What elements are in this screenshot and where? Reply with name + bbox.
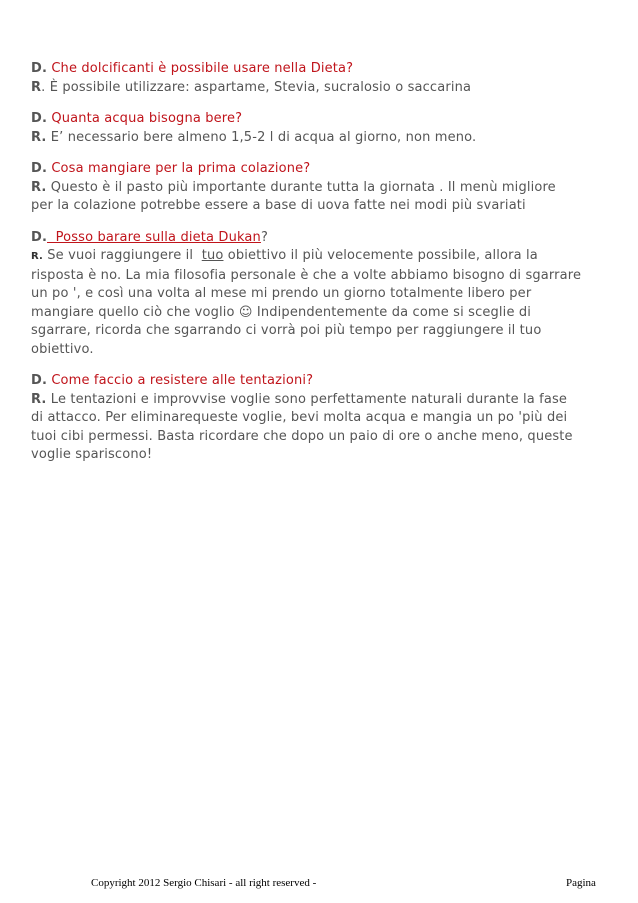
answer-line <box>31 322 611 341</box>
answer-line <box>31 341 611 360</box>
answer <box>31 179 611 198</box>
qa-block-1 <box>31 60 611 97</box>
answer-text: E’ necessario bere almeno 1,5-2 l di acqua al giorno, non meno. <box>46 129 477 145</box>
qa-block-2 <box>31 110 611 147</box>
question-marker: D. <box>31 373 48 388</box>
answer-text: . È possibile utilizzare: aspartame, Stevia, sucralosio o saccarina <box>41 79 472 95</box>
answer-text: per la colazione potrebbe essere a base di uova fatte nei modi più svariati <box>31 198 526 213</box>
question-text: Che dolcificanti è possibile usare nella Dieta? <box>51 61 354 76</box>
question <box>31 160 611 179</box>
answer-text: tuoi cibi permessi. Basta ricordare che dopo un paio di ore o anche meno, queste <box>31 428 573 444</box>
question-text: Posso barare sulla dieta Dukan <box>47 229 261 245</box>
answer <box>31 79 611 98</box>
answer <box>31 129 611 148</box>
question-text: Quanta acqua bisogna bere? <box>51 111 243 126</box>
answer-line <box>31 446 611 465</box>
question-text: Come faccio a resistere alle tentazioni? <box>51 373 314 388</box>
answer-text: voglie spariscono! <box>31 447 153 462</box>
question-marker: D. <box>31 229 48 245</box>
question-marker: D. <box>31 61 48 76</box>
answer-marker: R. <box>31 179 47 195</box>
answer-line <box>31 285 611 304</box>
answer-line <box>31 428 611 447</box>
answer-text: sgarrare, ricorda che sgarrando ci vorrà poi più tempo per raggiungere il tuo <box>31 323 542 338</box>
answer-text: obiettivo il più velocemente possibile, allora la <box>223 248 538 263</box>
question-text: Cosa mangiare per la prima colazione? <box>51 161 311 176</box>
answer-underlined-word: tuo <box>201 248 224 263</box>
answer-text: risposta è no. La mia filosofia personale è che a volte abbiamo bisogno di sgarrare <box>31 267 582 283</box>
answer <box>31 391 611 410</box>
question-suffix: ? <box>260 229 268 245</box>
qa-block-4 <box>31 229 611 360</box>
answer-marker: R. <box>31 391 47 407</box>
answer-text: obiettivo. <box>31 341 94 357</box>
question <box>31 229 611 248</box>
answer-text: Questo è il pasto più importante durante tutta la giornata . Il menù migliore <box>46 179 556 195</box>
question-marker: D. <box>31 111 48 126</box>
copyright-text: Copyright 2012 Sergio Chisari - all right reserved - <box>91 877 317 889</box>
answer-line <box>31 267 611 286</box>
answer <box>31 247 611 267</box>
question-marker: D. <box>31 161 48 176</box>
question <box>31 60 611 79</box>
answer-marker: R. <box>31 129 47 145</box>
qa-block-3 <box>31 160 611 216</box>
answer-text: di attacco. Per eliminarequeste voglie, bevi molta acqua e mangia un po 'più dei <box>31 410 568 425</box>
answer-line <box>31 197 611 216</box>
question <box>31 372 611 391</box>
answer-line <box>31 409 611 428</box>
answer-marker: R. <box>31 251 43 262</box>
document-body <box>31 60 611 478</box>
answer-text: Se vuoi raggiungere il <box>43 248 202 263</box>
answer-marker: R <box>31 79 42 95</box>
answer-text: Le tentazioni e improvvise voglie sono perfettamente naturali durante la fase <box>46 391 568 407</box>
qa-block-5 <box>31 372 611 465</box>
answer-text: un po ', e così una volta al mese mi prendo un giorno totalmente libero per <box>31 286 532 301</box>
answer-text: mangiare quello ciò che voglio ☺ Indipendentemente da come si sceglie di <box>31 304 532 320</box>
page-label: Pagina <box>566 877 596 889</box>
answer-line <box>31 304 611 323</box>
question <box>31 110 611 129</box>
